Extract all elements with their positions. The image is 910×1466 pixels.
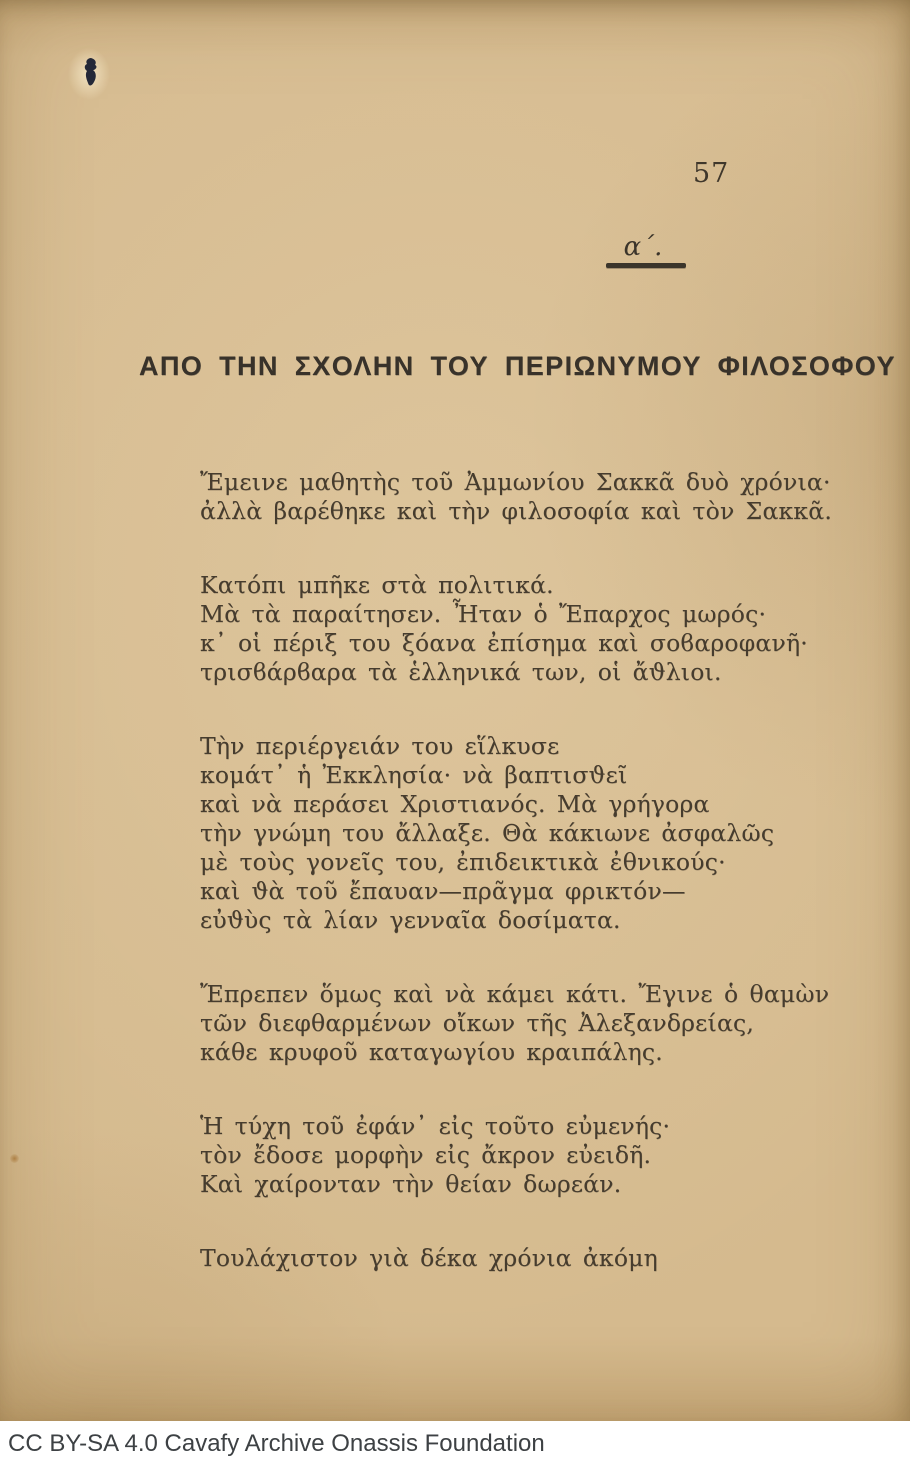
poem-line: καὶ νὰ περάσει Χριστιανός. Μὰ γρήγορα <box>200 790 710 818</box>
stanza-4 <box>200 980 830 1067</box>
section-marker-label: α´. <box>623 232 663 262</box>
ink-blot-icon <box>82 57 100 89</box>
poem-line: ἀλλὰ βαρέθηκε καὶ τὴν φιλοσοφία καὶ τὸν Σακκᾶ. <box>200 497 833 525</box>
page-number: 57 <box>693 158 730 189</box>
poem-line: εὐϑὺς τὰ λίαν γενναῖα δοσίματα. <box>200 906 621 934</box>
poem-body <box>200 468 833 1318</box>
stanza-6 <box>200 1244 820 1273</box>
poem-line: κομάτ᾿ ἡ Ἐκκλησία· νὰ βαπτισϑεῖ <box>200 761 628 789</box>
poem-line: τρισϐάρϐαρα τὰ ἑλληνικά των, οἱ ἄϑλιοι. <box>200 658 722 686</box>
license-footer <box>0 1421 910 1466</box>
stanza-1 <box>200 468 833 526</box>
paper-speck <box>10 1154 19 1163</box>
poem-line: κ᾿ οἱ πέριξ του ξόανα ἐπίσημα καὶ σοϐαροφανῆ· <box>200 629 808 657</box>
poem-line: καὶ ϑὰ τοῦ ἔπαυαν—πρᾶγμα φρικτόν— <box>200 877 686 905</box>
license-text: CC BY-SA 4.0 Cavafy Archive Onassis Foundation <box>8 1429 545 1457</box>
poem-line: μὲ τοὺς γονεῖς του, ἐπιδεικτικὰ ἐθνικούς· <box>200 848 726 876</box>
poem-line: κάθε κρυφοῦ καταγωγίου κραιπάλης. <box>200 1038 663 1066</box>
poem-title: ΑΠΟ ΤΗΝ ΣΧΟΛΗΝ ΤΟΥ ΠΕΡΙΩΝΥΜΟΥ ΦΙΛΟΣΟΦΟΥ <box>139 351 896 381</box>
poem-line: Τὴν περιέργειάν του εἵλκυσε <box>200 732 560 760</box>
poem-line: Μὰ τὰ παραίτησεν. Ἦταν ὁ Ἔπαρχος μωρός· <box>200 600 767 628</box>
poem-line: Καὶ χαίρονταν τὴν θείαν δωρεάν. <box>200 1170 622 1198</box>
poem-line: τὸν ἔδοσε μορφὴν εἰς ἄκρον εὐειδῆ. <box>200 1141 652 1169</box>
poem-line: Ἔπρεπεν ὅμως καὶ νὰ κάμει κάτι. Ἔγινε ὁ θαμὼν <box>200 980 830 1008</box>
section-marker <box>606 232 686 268</box>
poem-line: τὴν γνώμη του ἄλλαξε. Θὰ κάκιωνε ἀσφαλῶς <box>200 819 775 847</box>
poem-line: Τουλάχιστον γιὰ δέκα χρόνια ἀκόμη <box>200 1244 658 1272</box>
poem-line: Ἔμεινε μαθητὴς τοῦ Ἀμμωνίου Σακκᾶ δυὸ χρόνια· <box>200 468 831 496</box>
stanza-3 <box>200 732 820 935</box>
poem-line: Ἡ τύχη τοῦ ἐφάν᾿ εἰς τοῦτο εὐμενής· <box>200 1112 671 1140</box>
section-marker-rule <box>606 263 686 268</box>
poem-line: τῶν διεφθαρμένων οἴκων τῆς Ἀλεξανδρείας, <box>200 1009 755 1037</box>
poem-line: Κατόπι μπῆκε στὰ πολιτικά. <box>200 571 554 599</box>
stanza-5 <box>200 1112 820 1199</box>
stanza-2 <box>200 571 820 687</box>
